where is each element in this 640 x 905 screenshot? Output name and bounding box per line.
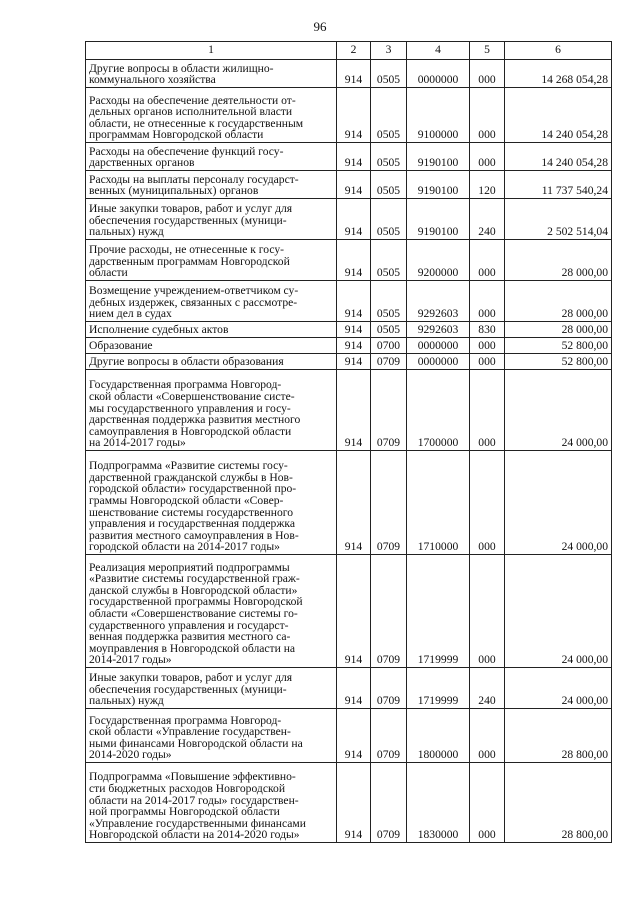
table-row — [86, 240, 612, 281]
row-name-text: Другие вопросы в области жилищно- коммунального хозяйства — [89, 61, 274, 87]
table-row — [86, 143, 612, 171]
target-code-cell: 9292603 — [407, 281, 470, 322]
target-code-cell: 1800000 — [407, 709, 470, 763]
row-name-cell — [86, 199, 337, 240]
amount-cell: 52 800,00 — [505, 354, 612, 370]
admin-code-cell: 914 — [337, 240, 371, 281]
expense-type-cell: 000 — [470, 370, 505, 451]
row-name-text: Иные закупки товаров, работ и услуг для обеспечения государственных (муници- пальных) нужд — [89, 671, 293, 708]
row-name-cell — [86, 555, 337, 668]
section-code-cell: 0505 — [371, 88, 407, 143]
admin-code-cell: 914 — [337, 370, 371, 451]
admin-code-cell: 914 — [337, 143, 371, 171]
admin-code-cell: 914 — [337, 555, 371, 668]
row-name-cell — [86, 709, 337, 763]
section-code-cell: 0505 — [371, 171, 407, 199]
target-code-cell: 0000000 — [407, 60, 470, 88]
expense-type-cell: 000 — [470, 240, 505, 281]
amount-cell: 28 800,00 — [505, 763, 612, 843]
section-code-cell: 0505 — [371, 281, 407, 322]
row-name-cell — [86, 370, 337, 451]
row-name-text: Расходы на выплаты персоналу государст- венных (муниципальных) органов — [89, 172, 299, 198]
expense-type-cell: 000 — [470, 143, 505, 171]
row-name-cell — [86, 143, 337, 171]
amount-cell: 52 800,00 — [505, 338, 612, 354]
target-code-cell: 1719999 — [407, 555, 470, 668]
table-row — [86, 338, 612, 354]
row-name-cell — [86, 338, 337, 354]
target-code-cell: 1700000 — [407, 370, 470, 451]
row-name-text: Государственная программа Новгород- ской области «Управление государствен- ными финансами Новгородской области на 2014-2020 годы» — [89, 713, 303, 762]
target-code-cell: 1830000 — [407, 763, 470, 843]
target-code-cell: 0000000 — [407, 338, 470, 354]
target-code-cell: 0000000 — [407, 354, 470, 370]
table-row — [86, 322, 612, 338]
amount-cell: 14 240 054,28 — [505, 143, 612, 171]
amount-cell: 24 000,00 — [505, 370, 612, 451]
admin-code-cell: 914 — [337, 88, 371, 143]
expense-type-cell: 000 — [470, 88, 505, 143]
section-code-cell: 0505 — [371, 60, 407, 88]
admin-code-cell: 914 — [337, 338, 371, 354]
expense-type-cell: 830 — [470, 322, 505, 338]
row-name-cell — [86, 240, 337, 281]
table-row — [86, 88, 612, 143]
row-name-text: Подпрограмма «Повышение эффективно- сти бюджетных расходов Новгородской области на 2014-2017 годы» государствен- ной программы Новгородской области «Управление государственными финансами Новгородской области на 2014-2020 годы» — [89, 770, 306, 842]
row-name-cell — [86, 171, 337, 199]
section-code-cell: 0505 — [371, 143, 407, 171]
amount-cell: 11 737 540,24 — [505, 171, 612, 199]
admin-code-cell: 914 — [337, 171, 371, 199]
row-name-text: Исполнение судебных актов — [89, 323, 229, 337]
row-name-text: Образование — [89, 339, 153, 353]
table-row — [86, 555, 612, 668]
expense-type-cell: 000 — [470, 281, 505, 322]
header-cell-1: 1 — [86, 42, 337, 60]
row-name-text: Расходы на обеспечение функций госу- дарственных органов — [89, 144, 284, 170]
admin-code-cell: 914 — [337, 709, 371, 763]
amount-cell: 2 502 514,04 — [505, 199, 612, 240]
row-name-text: Иные закупки товаров, работ и услуг для обеспечения государственных (муници- пальных) нужд — [89, 202, 293, 239]
row-name-cell — [86, 354, 337, 370]
amount-cell: 28 000,00 — [505, 322, 612, 338]
admin-code-cell: 914 — [337, 281, 371, 322]
amount-cell: 14 268 054,28 — [505, 60, 612, 88]
amount-cell: 24 000,00 — [505, 555, 612, 668]
budget-table — [85, 41, 612, 843]
admin-code-cell: 914 — [337, 451, 371, 555]
admin-code-cell: 914 — [337, 199, 371, 240]
target-code-cell: 9200000 — [407, 240, 470, 281]
row-name-text: Подпрограмма «Развитие системы госу- дарственной гражданской службы в Нов- городской области» государственной про- граммы Новгородской области «Совер- шенствование системы государственного управления и государственная поддержка развития местного самоуправления в Нов- городской области на 2014-2017 годы» — [89, 459, 299, 554]
row-name-text: Расходы на обеспечение деятельности от- дельных органов исполнительной власти области, не отнесенные к государственным программам Новгородской области — [89, 93, 304, 142]
target-code-cell: 9190100 — [407, 143, 470, 171]
row-name-text: Другие вопросы в области образования — [89, 355, 284, 369]
section-code-cell: 0709 — [371, 709, 407, 763]
expense-type-cell: 000 — [470, 60, 505, 88]
section-code-cell: 0709 — [371, 668, 407, 709]
row-name-cell — [86, 322, 337, 338]
target-code-cell: 1719999 — [407, 668, 470, 709]
row-name-cell — [86, 451, 337, 555]
page-number: 96 — [313, 19, 327, 34]
admin-code-cell: 914 — [337, 60, 371, 88]
section-code-cell: 0709 — [371, 370, 407, 451]
table-row — [86, 370, 612, 451]
section-code-cell: 0505 — [371, 322, 407, 338]
row-name-cell — [86, 88, 337, 143]
section-code-cell: 0709 — [371, 451, 407, 555]
expense-type-cell: 240 — [470, 199, 505, 240]
expense-type-cell: 000 — [470, 555, 505, 668]
header-cell-4: 4 — [407, 42, 470, 60]
table-row — [86, 763, 612, 843]
row-name-cell — [86, 668, 337, 709]
amount-cell: 24 000,00 — [505, 451, 612, 555]
expense-type-cell: 000 — [470, 451, 505, 555]
header-cell-3: 3 — [371, 42, 407, 60]
expense-type-cell: 000 — [470, 709, 505, 763]
table-row — [86, 199, 612, 240]
row-name-text: Реализация мероприятий подпрограммы «Развитие системы государственной граж- данской службы в Новгородской области» государственной программы Новгородской области «Совершенствование системы го- сударственного управления и государст- венная поддержка развития местного са- моуправления в Новгородской области на 2014-2017 годы» — [89, 560, 303, 667]
table-row — [86, 281, 612, 322]
target-code-cell: 9190100 — [407, 171, 470, 199]
amount-cell: 28 000,00 — [505, 281, 612, 322]
expense-type-cell: 240 — [470, 668, 505, 709]
section-code-cell: 0709 — [371, 763, 407, 843]
target-code-cell: 1710000 — [407, 451, 470, 555]
table-row — [86, 354, 612, 370]
admin-code-cell: 914 — [337, 668, 371, 709]
section-code-cell: 0505 — [371, 199, 407, 240]
header-cell-6: 6 — [505, 42, 612, 60]
section-code-cell: 0709 — [371, 555, 407, 668]
admin-code-cell: 914 — [337, 322, 371, 338]
table-row — [86, 171, 612, 199]
amount-cell: 24 000,00 — [505, 668, 612, 709]
amount-cell: 28 800,00 — [505, 709, 612, 763]
admin-code-cell: 914 — [337, 763, 371, 843]
row-name-text: Государственная программа Новгород- ской области «Совершенствование систе- мы государственного управления и госу- дарственная поддержка развития местного самоуправления в Новгородской области на 2014-2017 годы» — [89, 378, 301, 450]
target-code-cell: 9292603 — [407, 322, 470, 338]
row-name-cell — [86, 763, 337, 843]
row-name-text: Возмещение учреждением-ответчиком су- дебных издержек, связанных с рассмотре- нием дел в судах — [89, 284, 299, 321]
section-code-cell: 0505 — [371, 240, 407, 281]
section-code-cell: 0709 — [371, 354, 407, 370]
table-row — [86, 709, 612, 763]
section-code-cell: 0700 — [371, 338, 407, 354]
header-cell-5: 5 — [470, 42, 505, 60]
table-row — [86, 60, 612, 88]
row-name-cell — [86, 281, 337, 322]
row-name-cell — [86, 60, 337, 88]
table-header-row — [86, 42, 612, 60]
amount-cell: 28 000,00 — [505, 240, 612, 281]
expense-type-cell: 000 — [470, 338, 505, 354]
amount-cell: 14 240 054,28 — [505, 88, 612, 143]
header-cell-2: 2 — [337, 42, 371, 60]
table-row — [86, 668, 612, 709]
target-code-cell: 9100000 — [407, 88, 470, 143]
expense-type-cell: 000 — [470, 763, 505, 843]
expense-type-cell: 120 — [470, 171, 505, 199]
row-name-text: Прочие расходы, не отнесенные к госу- дарственным программам Новгородской области — [89, 243, 290, 280]
expense-type-cell: 000 — [470, 354, 505, 370]
admin-code-cell: 914 — [337, 354, 371, 370]
table-row — [86, 451, 612, 555]
target-code-cell: 9190100 — [407, 199, 470, 240]
